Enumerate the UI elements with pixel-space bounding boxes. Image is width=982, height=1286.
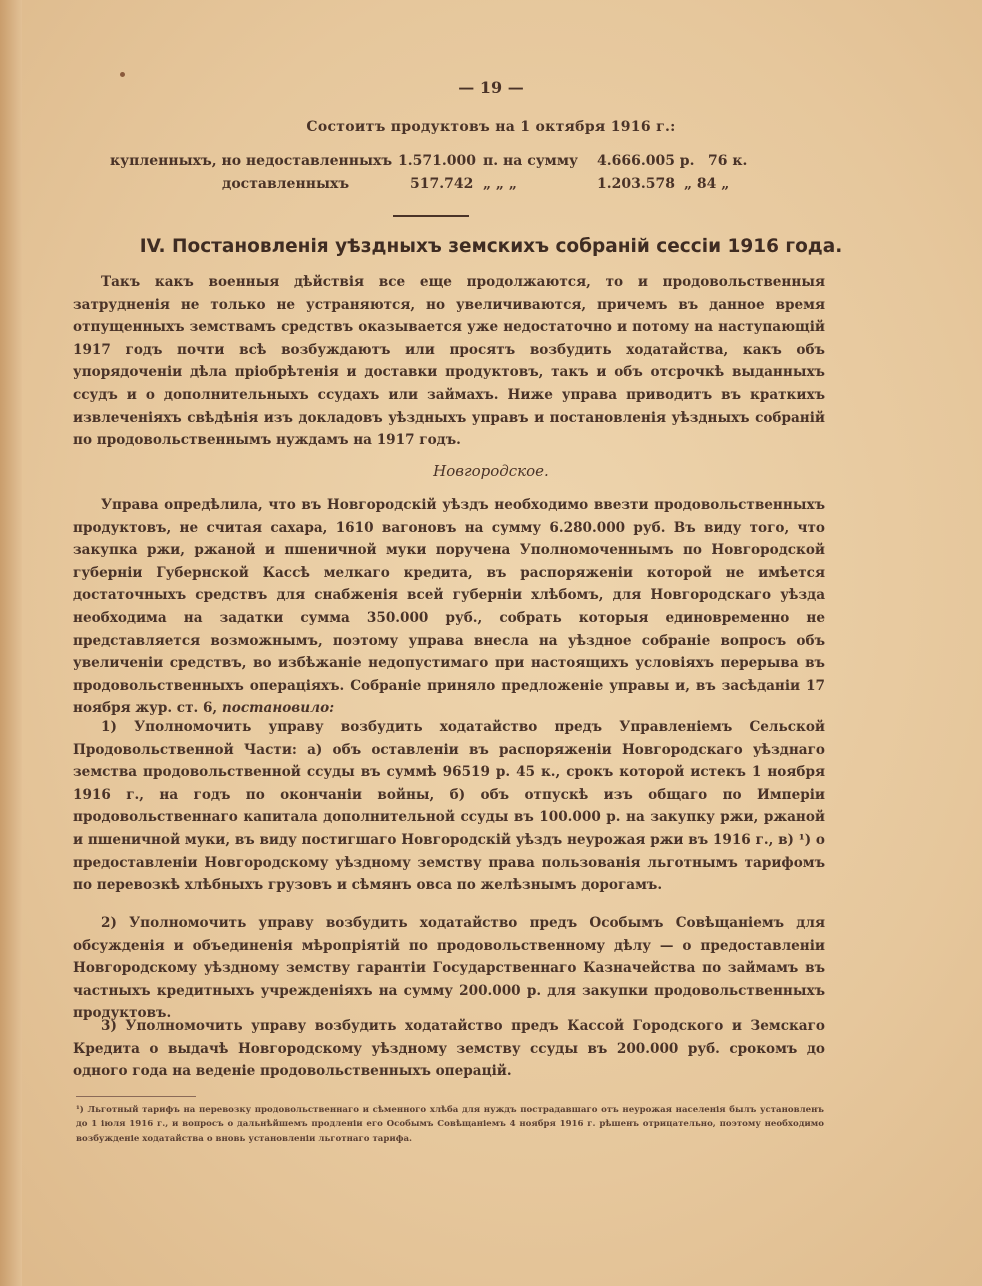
section-divider [393,215,469,217]
emphasis-text: постановило: [221,700,335,717]
resolution-item-1: 1) Уполномочить управу возбудить ходатайство предъ Управленіемъ Сельской Продовольственной Части: а) объ оставленіи въ распоряженіи Новгородскаго уѣзднаго земства продовольственной ссуды въ суммѣ 96519 р. 45 к., срокъ которой истекъ 1 ноября 1916 г., на годъ по окончаніи войны, б) объ отпускѣ изъ общаго по Имперіи продовольственнаго капитала дополнительной ссуды въ 100.000 р. на закупку ржи, ржаной и пшеничной муки, въ виду постигшаго Новгородскій уѣздъ неурожая ржи въ 1916 г., в) ¹) о предоставленіи Новгородскому уѣздному земству права пользованія льготнымъ тарифомъ по перевозкѣ хлѣбныхъ грузовъ и сѣмянъ овса по желѣзнымъ дорогамъ. [73,719,825,894]
subsection-title: Новгородское. [433,462,549,480]
stock-sum: 1.203.578 [597,176,675,192]
stock-label: доставленныхъ [222,176,350,192]
stock-unit: п. на сумму [483,153,578,169]
paragraph-novgorod [73,494,825,720]
resolution-item-2: 2) Уполномочить управу возбудить ходатайство предъ Особымъ Совѣщаніемъ для обсужденія и объединенія мѣропріятій по продовольственному дѣлу — о предоставленіи Новгородскому уѣздному земству гарантіи Государственнаго Казначейства по займамъ въ частныхъ кредитныхъ учрежденіяхъ на сумму 200.000 р. для закупки продовольственныхъ продуктовъ. [73,915,825,1022]
stock-qty: 1.571.000 [398,153,476,169]
intro-paragraph: Такъ какъ военныя дѣйствія все еще продолжаются, то и продовольственныя затрудненія не только не устраняются, но увеличиваются, причемъ въ данное время отпущенныхъ земствамъ средствъ оказывается уже недостаточно и потому на наступающій 1917 годъ почти всѣ возбуждаютъ или просятъ возбудить ходатайства, какъ объ упорядоченіи дѣла пріобрѣтенія и доставки продуктовъ, такъ и объ отсрочкѣ выданныхъ ссудъ и о дополнительныхъ ссудахъ или займахъ. Ниже управа приводитъ въ краткихъ извлеченіяхъ свѣдѣнія изъ докладовъ уѣздныхъ управъ и постановленія уѣздныхъ собраній по продовольственнымъ нуждамъ на 1917 годъ. [73,274,825,449]
stock-label: купленныхъ, но недоставленныхъ [110,153,393,169]
stock-qty: 517.742 [410,176,474,192]
ink-speck [120,72,125,77]
page-number: — 19 — [458,78,524,97]
resolution-item-3: 3) Уполномочить управу возбудить ходатайство предъ Кассой Городского и Земскаго Кредита о выдачѣ Новгородскому уѣздному земству ссуды въ 200.000 руб. срокомъ до одного года на веденіе продовольственныхъ операцій. [73,1018,825,1080]
stock-heading: Состоитъ продуктовъ на 1 октября 1916 г.: [306,119,676,135]
stock-unit: „ „ „ [483,176,517,192]
stock-kop: 76 к. [708,153,748,169]
footnote-divider [76,1096,196,1097]
section-title: IV. Постановленія уѣздныхъ земскихъ собраній сессіи 1916 года. [139,236,843,257]
footnote: ¹) Льготный тарифъ на перевозку продовольственнаго и сѣменного хлѣба для нуждъ пострадавшаго отъ неурожая населенія былъ установленъ до 1 іюля 1916 г., и вопросъ о дальнѣйшемъ продленіи его Особымъ Совѣщаніемъ 4 ноября 1916 г. рѣшенъ отрицательно, поэтому необходимо возбужденіе ходатайства о вновь установленіи льготнаго тарифа. [76,1105,824,1144]
paragraph-text: Управа опредѣлила, что въ Новгородскій уѣздъ необходимо ввезти продовольственныхъ продуктовъ, не считая сахара, 1610 вагоновъ на сумму 6.280.000 руб. Въ виду того, что закупка ржи, ржаной и пшеничной муки поручена Уполномоченнымъ по Новгородской губерніи Губернской Кассѣ мелкаго кредита, въ распоряженіи которой не имѣется достаточныхъ средствъ для снабженія всей губерніи хлѣбомъ, для Новгородскаго уѣзда необходима на задатки сумма 350.000 руб., собрать которыя единовременно не представляется возможнымъ, поэтому управа внесла на уѣздное собраніе вопросъ объ увеличеніи средствъ, во избѣжаніе недопустимаго при настоящихъ условіяхъ перерыва въ продовольственныхъ операціяхъ. Собраніе приняло предложеніе управы и, въ засѣданіи 17 ноября жур. ст. 6, [73,497,825,717]
stock-sum: 4.666.005 р. [597,153,695,169]
stock-row [0,153,982,173]
stock-row [0,176,982,196]
stock-kop: „ 84 „ [684,176,730,192]
